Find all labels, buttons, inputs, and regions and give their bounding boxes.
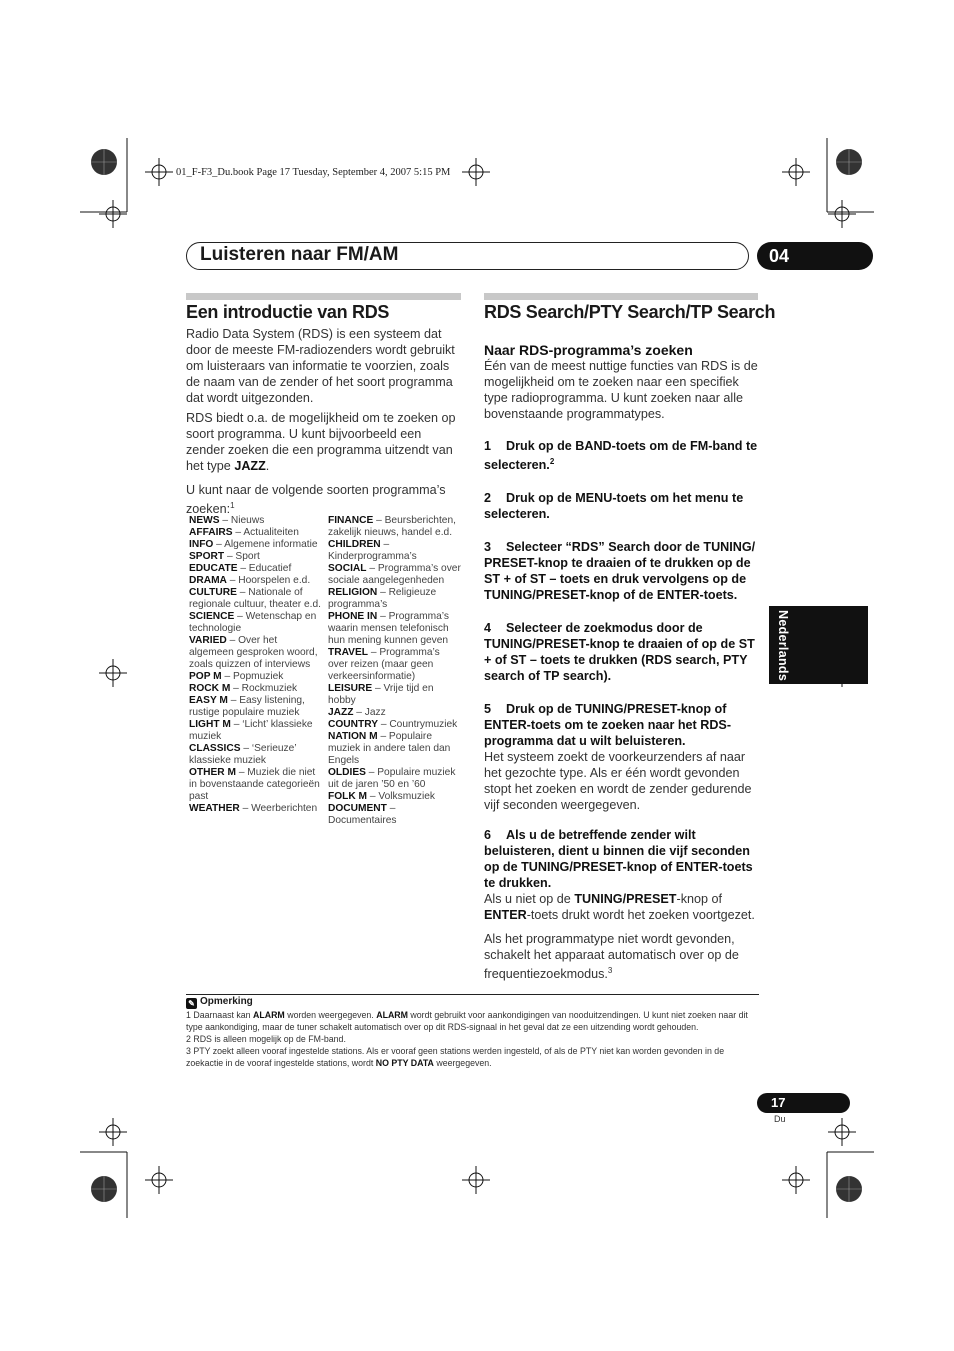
- pty-item: OTHER M – Muziek die niet in bovenstaande categorieën past: [189, 767, 320, 802]
- pty-item: CLASSICS – ‘Serieuze’ klassieke muziek: [189, 743, 297, 766]
- language-tab-label: Nederlands: [776, 610, 790, 682]
- pty-item: LIGHT M – ‘Licht’ klassieke muziek: [189, 719, 313, 742]
- section-heading-rds-search: RDS Search/PTY Search/TP Search: [484, 302, 776, 322]
- footnote-2: 2 RDS is alleen mogelijk op de FM-band.: [186, 1034, 346, 1044]
- pty-list-column-1: [189, 515, 322, 815]
- step-5-body: Het systeem zoekt de voorkeurzenders af naar het gezochte type. Als er één wordt gevonden stopt het zoeken en wordt de zender gedurende vijf seconden weergegeven.: [484, 750, 752, 813]
- step-5: 5 Druk op de TUNING/PRESET-knop of ENTER-toets om te zoeken naar het RDS-programma dat u wilt beluisteren.: [484, 702, 732, 749]
- footnote-3: 3 PTY zoekt alleen vooraf ingestelde stations. Als er vooraf geen stations werden ingesteld, of als de PTY niet kan worden gevonden in de zoekactie in de vooraf ingestelde stations, wordt NO PTY DATA weergegeven.: [186, 1046, 725, 1068]
- pty-item: VARIED – Over het algemeen gesproken woord, zoals quizzen of interviews: [189, 635, 318, 670]
- search-intro: Één van de meest nuttige functies van RDS is de mogelijkheid om te zoeken naar een specifiek type radioprogramma. U kunt zoeken naar alle bovenstaande programmatypes.: [484, 359, 758, 421]
- pty-item: PHONE IN – Programma’s waarin mensen telefonisch hun mening kunnen geven: [328, 611, 449, 646]
- intro-paragraph-3: U kunt naar de volgende soorten programma’s zoeken:$^1$: [186, 483, 446, 517]
- rds-intro-text: [186, 326, 462, 521]
- pty-item: CULTURE – Nationale of regionale cultuur, theater e.d.: [189, 587, 321, 610]
- footnotes: [186, 1009, 759, 1069]
- step-3: 3 Selecteer “RDS” Search door de TUNING/ PRESET-knop te draaien of te drukken op de ST + of ST – toets en druk vervolgens op de TUNING/PRESET-knop of de ENTER-toets.: [484, 540, 756, 603]
- pty-item: OLDIES – Populaire muziek uit de jaren ’50 en ’60: [328, 767, 456, 790]
- section-bar-right: [484, 293, 758, 300]
- pty-item: INFO – Algemene informatie: [189, 539, 318, 550]
- pty-item: SPORT – Sport: [189, 551, 260, 562]
- pty-item: TRAVEL – Programma’s over reizen (maar geen verkeersinformatie): [328, 647, 440, 682]
- pty-item: POP M – Popmuziek: [189, 671, 284, 682]
- pty-item: SOCIAL – Programma’s over sociale aangelegenheden: [328, 563, 461, 586]
- pty-item: SCIENCE – Wetenschap en technologie: [189, 611, 317, 634]
- chapter-title: Luisteren naar FM/AM: [200, 244, 399, 265]
- pty-item: COUNTRY – Countrymuziek: [328, 719, 458, 730]
- pty-item: EDUCATE – Educatief: [189, 563, 292, 574]
- notes-heading: ✎ Opmerking: [186, 996, 253, 1009]
- pty-list-column-2: [328, 515, 461, 827]
- step-1: 1 Druk op de BAND-toets om de FM-band te selecteren.$^2$: [484, 439, 758, 473]
- subheading: Naar RDS-programma’s zoeken: [484, 342, 693, 358]
- pty-item: NEWS – Nieuws: [189, 515, 265, 526]
- pty-item: CHILDREN – Kinderprogramma’s: [328, 539, 417, 562]
- step-6-body: Als u niet op de TUNING/PRESET-knop of ENTER-toets drukt wordt het zoeken voortgezet.: [484, 892, 755, 923]
- pty-item: JAZZ – Jazz: [328, 707, 386, 718]
- pty-item: DOCUMENT – Documentaires: [328, 803, 397, 826]
- rds-search-text: [484, 342, 760, 986]
- pty-item: WEATHER – Weerberichten: [189, 803, 318, 814]
- intro-paragraph: Radio Data System (RDS) is een systeem dat door de meeste FM-radiozenders wordt gebruikt om luisteraars van informatie te voorzien, zoals de naam van de zender of het soort programma dat wordt uitgezonden.: [186, 327, 455, 405]
- intro-paragraph-2: RDS biedt o.a. de mogelijkheid om te zoeken op soort programma. U kunt bijvoorbeeld een zender zoeken die een programma uitzendt van het type JAZZ.: [186, 411, 456, 473]
- step-4: 4 Selecteer de zoekmodus door de TUNING/PRESET-knop te draaien of op de ST + of ST – toets te drukken (RDS search, PTY search of TP search).: [484, 621, 755, 684]
- page-language: Du: [774, 1114, 786, 1124]
- pty-item: AFFAIRS – Actualiteiten: [189, 527, 299, 538]
- pty-item: RELIGION – Religieuze programma’s: [328, 587, 437, 610]
- notes-divider: [186, 994, 759, 995]
- step-6: 6 Als u de betreffende zender wilt beluisteren, dient u binnen die vijf seconden op de TUNING/PRESET-knop of ENTER-toets te drukken.: [484, 828, 753, 891]
- pty-item: EASY M – Easy listening, rustige populaire muziek: [189, 695, 305, 718]
- section-heading-rds-intro: Een introductie van RDS: [186, 302, 390, 322]
- pty-item: FOLK M – Volksmuziek: [328, 791, 435, 802]
- footnote-1: 1 Daarnaast kan ALARM worden weergegeven. ALARM wordt gebruikt voor aankondigingen van nooduitzendingen. U kunt niet zoeken naar dit type aankondiging, maar de tuner schakelt automatisch over op dit RDS-signaal in het geval dat ze een uitzending wordt gehouden.: [186, 1010, 748, 1032]
- pty-item: LEISURE – Vrije tijd en hobby: [328, 683, 434, 706]
- fallback-note: Als het programmatype niet wordt gevonden, schakelt het apparaat automatisch over op de frequentiezoekmodus.$^3$: [484, 932, 739, 982]
- page-number: 17: [757, 1093, 850, 1113]
- pty-item: DRAMA – Hoorspelen e.d.: [189, 575, 311, 586]
- note-icon: ✎: [186, 998, 197, 1009]
- pty-item: NATION M – Populaire muziek in andere talen dan Engels: [328, 731, 451, 766]
- pty-item: FINANCE – Beursberichten, zakelijk nieuws, handel e.d.: [328, 515, 456, 538]
- section-bar-left: [186, 293, 461, 300]
- steps-list: [484, 438, 760, 982]
- chapter-number: 04: [757, 242, 873, 270]
- print-info: 01_F-F3_Du.book Page 17 Tuesday, September 4, 2007 5:15 PM: [176, 167, 451, 178]
- pty-item: ROCK M – Rockmuziek: [189, 683, 298, 694]
- step-2: 2 Druk op de MENU-toets om het menu te selecteren.: [484, 491, 744, 522]
